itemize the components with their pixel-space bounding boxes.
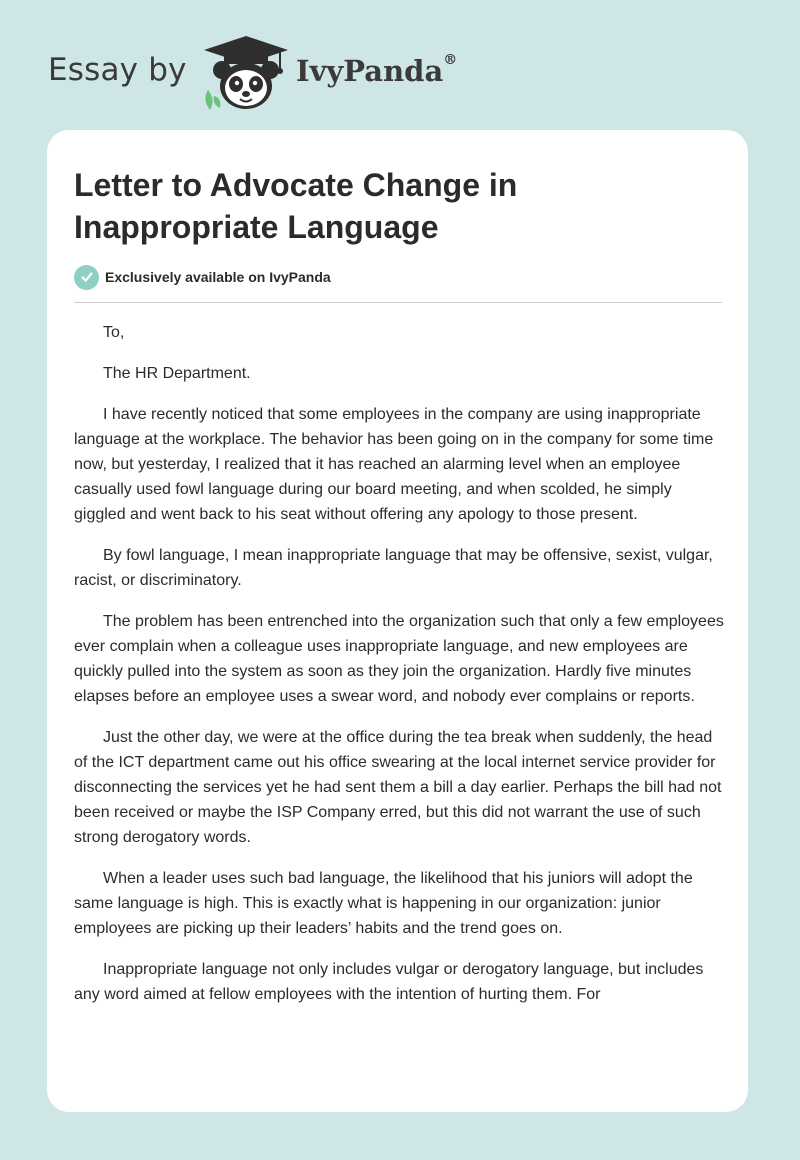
site-header: [0, 0, 800, 130]
paragraph: Just the other day, we were at the office during the tea break when suddenly, the head of the ICT department came out his office swearing at the local internet service provider for disconnecting the services yet he had sent them a bill a day earlier. Perhaps the bill had not been received or maybe the ISP Company erred, but this did not warrant the use of such strong derogatory words.: [74, 729, 722, 846]
paragraph: When a leader uses such bad language, the likelihood that his juniors will adopt the same language is high. This is exactly what is happening in our organization: junior employees are picking up their leaders’ habits and the trend goes on.: [74, 870, 693, 937]
brand-name[interactable]: IvyPanda®: [296, 52, 458, 88]
panda-graduate-icon[interactable]: [200, 34, 292, 112]
essay-by-label: Essay by: [48, 52, 187, 88]
essay-body: [74, 320, 724, 1023]
check-circle-icon: [74, 265, 99, 290]
paragraph: Inappropriate language not only includes vulgar or derogatory language, but includes any word aimed at fellow employees with the intention of hurting them. For: [74, 961, 704, 1003]
exclusive-label: Exclusively available on IvyPanda: [105, 269, 331, 285]
essay-card: [47, 130, 748, 1112]
paragraph: To,: [103, 324, 125, 341]
paragraph: I have recently noticed that some employees in the company are using inappropriate language at the workplace. The behavior has been going on in the company for some time now, but yesterday, I realized that it has reached an alarming level when an employee casually used fowl language during our board meeting, and when scolded, he simply giggled and went back to his seat without offering any apology to those present.: [74, 406, 714, 523]
paragraph: The HR Department.: [103, 365, 251, 382]
essay-title: Letter to Advocate Change in Inappropriate Language: [74, 167, 518, 245]
paragraph: By fowl language, I mean inappropriate language that may be offensive, sexist, vulgar, racist, or discriminatory.: [74, 547, 713, 589]
paragraph: The problem has been entrenched into the organization such that only a few employees ever complain when a colleague uses inappropriate language, and new employees are quickly pulled into the system as soon as they join the organization. Hardly five minutes elapses before an employee uses a swear word, and nobody ever complains or reports.: [74, 613, 724, 705]
exclusive-badge: [74, 264, 331, 290]
divider: [74, 302, 722, 303]
